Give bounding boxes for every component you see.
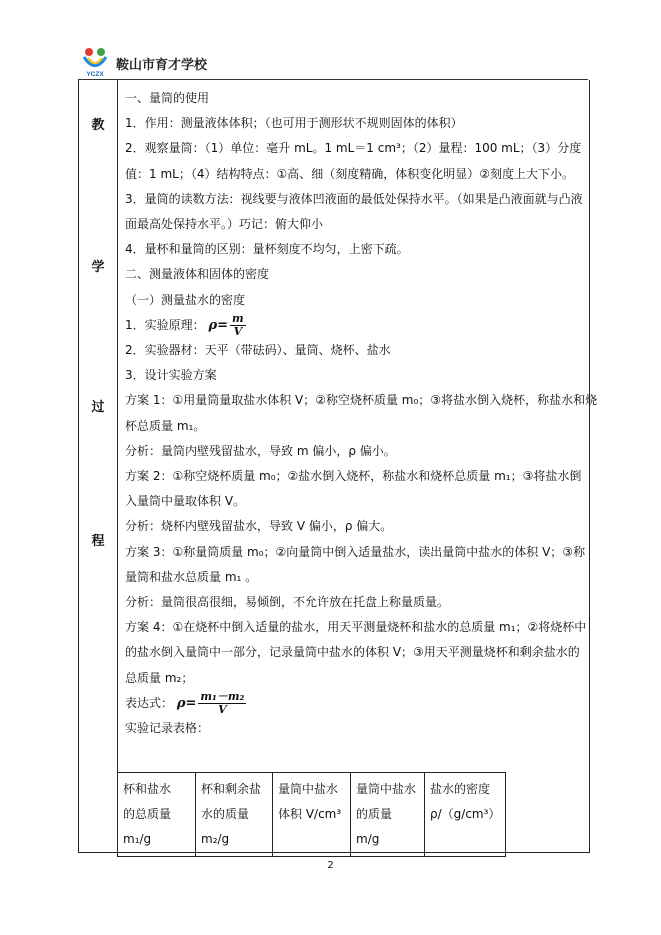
expression-formula: ρ= $\frac{\text{m₁－m₂}}{V}$	[176, 689, 245, 716]
formula-lhs: ρ	[208, 317, 218, 333]
text-line: （一）测量盐水的密度	[125, 292, 246, 307]
text-line: 1．作用：测量液体体积；（也可用于测形状不规则固体的体积）	[125, 116, 463, 131]
school-name: 鞍山市育才学校	[116, 58, 208, 73]
principle-label: 1．实验原理：	[125, 317, 205, 332]
formula-fraction	[230, 313, 246, 338]
text-line: 的盐水倒入量筒中一部分，记录量筒中盐水的体积 V；③用天平测量烧杯和剩余盐水的	[125, 645, 580, 660]
table-cell: 盐水的密度 ρ/（g/cm³）	[425, 773, 506, 857]
table-cell: 量筒中盐水 的质量 m/g	[351, 773, 425, 857]
formula-denominator: V	[218, 702, 227, 716]
text-line: 分析：量筒内壁残留盐水，导致 m 偏小，ρ 偏小。	[125, 443, 396, 458]
text-line: 方案 4：①在烧杯中倒入适量的盐水，用天平测量烧杯和盐水的总质量 m₁；②将烧杯中	[125, 620, 587, 635]
text-line: 入量筒中量取体积 V。	[125, 494, 246, 509]
text-line: 实验记录表格：	[125, 721, 210, 736]
formula-lhs: ρ	[176, 695, 186, 711]
lesson-table	[78, 80, 598, 853]
text-line: 方案 1：①用量筒量取盐水体积 V；②称空烧杯质量 m₀；③将盐水倒入烧杯，称盐水和烧	[125, 393, 598, 408]
table-cell: 杯和盐水 的总质量 m₁/g	[118, 773, 196, 857]
formula-numerator: m₁－m₂	[200, 689, 245, 703]
text-line: 2．实验器材：天平（带砝码）、量筒、烧杯、盐水	[125, 343, 391, 358]
text-line: 一、量筒的使用	[125, 91, 210, 105]
page-header	[78, 44, 588, 80]
text-line: 总质量 m₂；	[125, 670, 194, 685]
expression-label: 表达式：	[125, 695, 174, 710]
principle-line	[125, 313, 583, 338]
text-line: 方案 2：①称空烧杯质量 m₀；②盐水倒入烧杯，称盐水和烧杯总质量 m₁；③将盐水倒	[125, 469, 582, 484]
table-row	[118, 773, 506, 857]
text-line: 面最高处保持水平。）巧记：俯大仰小	[125, 217, 324, 232]
formula-fraction	[198, 691, 246, 716]
text-line: 值：1 mL；（4）结构特点：①高、细（刻度精确，体积变化明显）②刻度上大下小。	[125, 166, 574, 181]
side-label-cheng: 程	[91, 534, 105, 549]
logo-text: YCZX	[86, 71, 104, 78]
table-cell: 杯和剩余盐 水的质量 m₂/g	[196, 773, 273, 857]
page-number: 2	[327, 860, 334, 871]
text-line: 杯总质量 m₁。	[125, 418, 206, 433]
text-line: 3．量筒的读数方法：视线要与液体凹液面的最低处保持水平。（如果是凸液面就与凸液	[125, 191, 583, 206]
record-table	[117, 772, 506, 857]
text-line: 4．量杯和量筒的区别：量杯刻度不均匀，上密下疏。	[125, 242, 409, 257]
side-label-guo: 过	[91, 400, 105, 415]
table-cell: 量筒中盐水 体积 V/cm³	[273, 773, 351, 857]
text-line: 方案 3：①称量筒质量 m₀；②向量筒中倒入适量盐水，读出量筒中盐水的体积 V；③称	[125, 544, 586, 559]
text-line: 二、测量液体和固体的密度	[125, 267, 270, 282]
side-label-jiao: 教	[91, 118, 105, 133]
formula-denominator: V	[233, 324, 243, 338]
text-line: 3．设计实验方案	[125, 368, 217, 383]
side-label-xue: 学	[91, 260, 105, 275]
formula-numerator: m	[232, 311, 244, 325]
text-line: 量筒和盐水总质量 m₁ 。	[125, 569, 258, 584]
text-line: 分析：量筒很高很细，易倾倒，不允许放在托盘上称量质量。	[125, 595, 450, 610]
lesson-content	[125, 86, 598, 741]
expression-line	[125, 691, 583, 716]
density-formula: ρ= $\frac{m}{V}$	[208, 311, 244, 338]
school-logo	[78, 44, 112, 78]
text-line: 2．观察量筒：（1）单位：毫升 mL。1 mL＝1 cm³；（2）量程：100 mL；（3）分度	[125, 141, 582, 156]
side-label-column	[79, 80, 118, 852]
text-line: 分析：烧杯内壁残留盐水，导致 V 偏小，ρ 偏大。	[125, 519, 393, 534]
